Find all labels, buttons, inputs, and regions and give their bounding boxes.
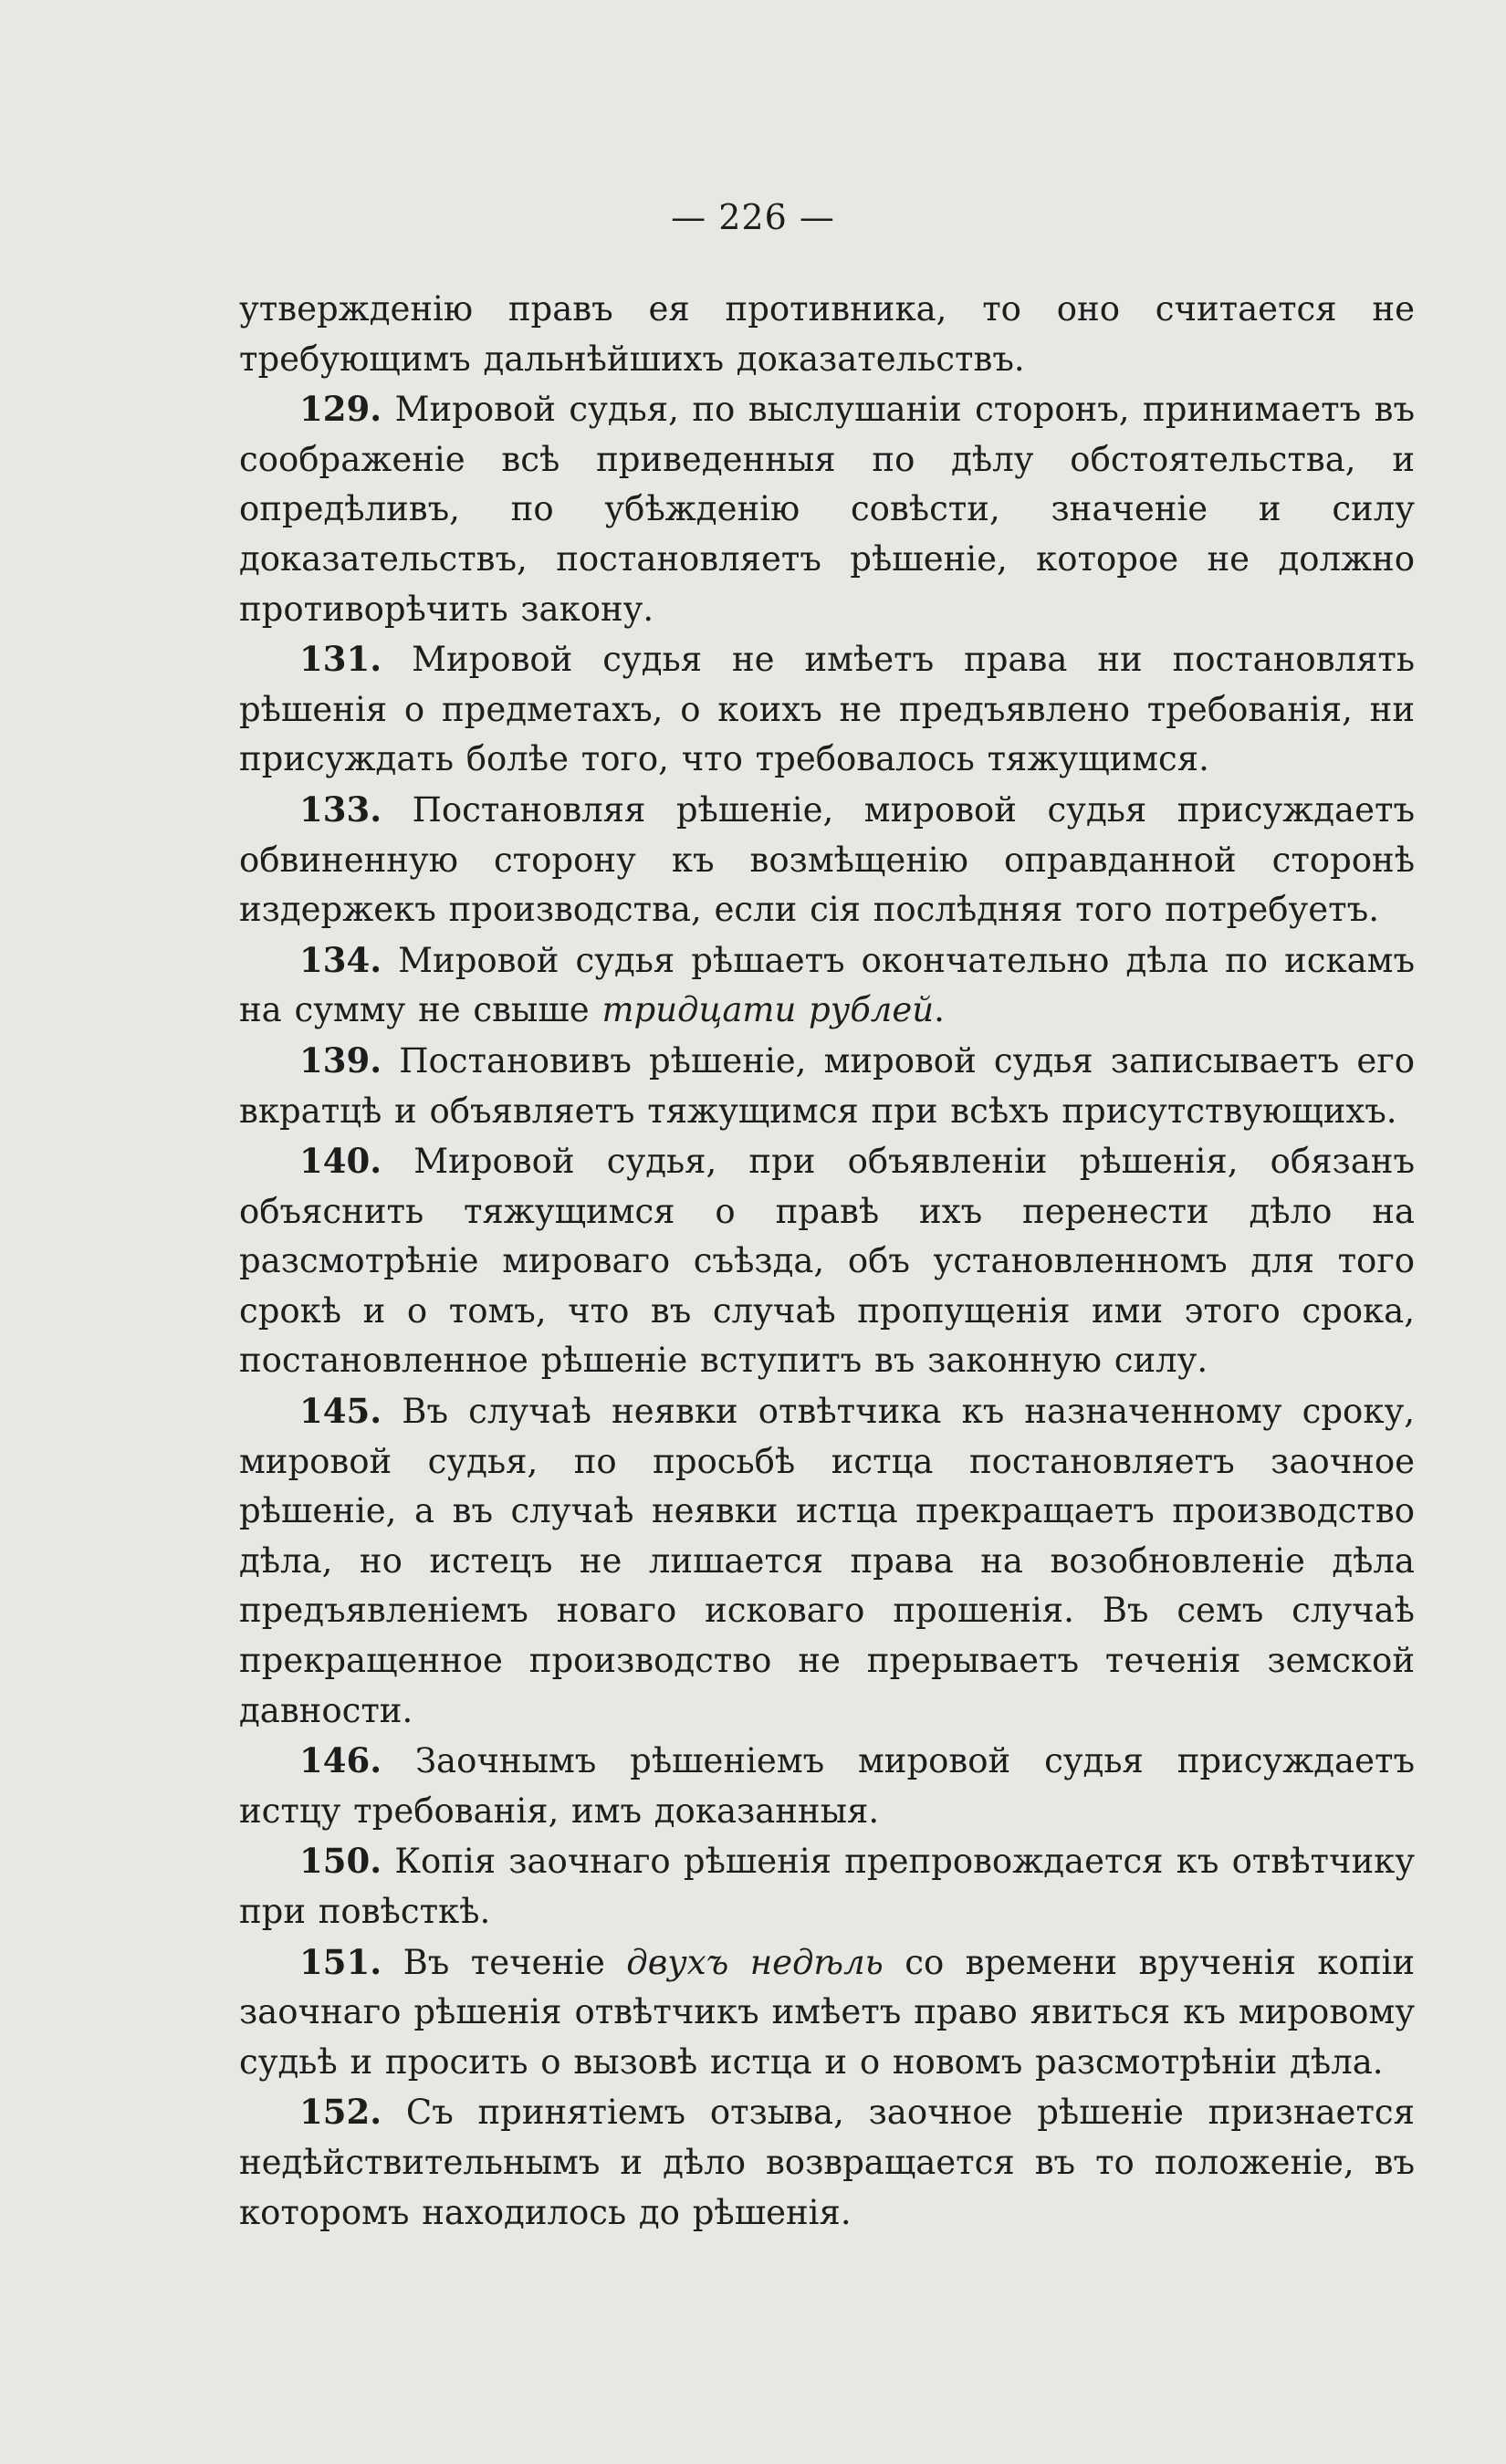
article-150 xyxy=(239,1836,1415,1937)
article-number: 146. xyxy=(299,1740,382,1781)
article-text: Мировой судья рѣшаетъ окончательно дѣла по искамъ на сумму не свыше xyxy=(239,940,1415,1030)
article-text: Мировой судья, при объявленіи рѣшенія, обязанъ объяснить тяжущимся о правѣ ихъ перенести дѣло на разсмотрѣніе мироваго съѣзда, объ установленномъ для того срокѣ и о томъ, что въ случаѣ пропущенія ими этого срока, постановленное рѣшеніе вступитъ въ законную силу. xyxy=(239,1142,1415,1381)
article-number: 129. xyxy=(299,389,382,430)
article-number: 139. xyxy=(299,1039,382,1081)
page-body xyxy=(239,285,1415,2238)
article-152 xyxy=(239,2087,1415,2238)
article-text: Копія заочнаго рѣшенія препровождается къ отвѣтчику при повѣсткѣ. xyxy=(239,1842,1415,1931)
article-text: со времени врученія копіи заочнаго рѣшенія отвѣтчикъ имѣетъ право явиться къ мировому судьѣ и просить о вызовѣ истца и о новомъ разсмотрѣніи дѣла. xyxy=(239,1942,1415,2082)
article-134 xyxy=(239,935,1415,1036)
article-133 xyxy=(239,785,1415,935)
article-number: 140. xyxy=(299,1141,382,1182)
article-text: Въ случаѣ неявки отвѣтчика къ назначенному сроку, мировой судья, по просьбѣ истца постановляетъ заочное рѣшеніе, а въ случаѣ неявки истца прекращаетъ производство дѣла, но истецъ не лишается права на возобновленіе дѣла предъявленіемъ новаго исковаго прошенія. Въ семъ случаѣ прекращенное производство не прерываетъ теченія земской давности. xyxy=(239,1392,1415,1730)
article-139 xyxy=(239,1036,1415,1136)
article-text: Постановивъ рѣшеніе, мировой судья записываетъ его вкратцѣ и объявляетъ тяжущимся при всѣхъ присутствующихъ. xyxy=(239,1040,1415,1131)
article-number: 152. xyxy=(299,2092,382,2133)
article-129 xyxy=(239,384,1415,634)
article-text: Заочнымъ рѣшеніемъ мировой судья присуждаетъ истцу требованія, имъ доказанныя. xyxy=(239,1741,1415,1831)
article-text: Съ принятіемъ отзыва, заочное рѣшеніе признается недѣйствительнымъ и дѣло возвращается въ то положеніе, въ которомъ находилось до рѣшенія. xyxy=(239,2093,1415,2232)
article-number: 131. xyxy=(299,639,382,680)
page-number: — 226 — xyxy=(671,197,835,237)
paragraph-continuation xyxy=(239,285,1415,384)
article-number: 150. xyxy=(299,1841,382,1882)
article-number: 134. xyxy=(299,939,382,980)
article-131 xyxy=(239,634,1415,785)
article-text: Мировой судья не имѣетъ права ни постановлять рѣшенія о предметахъ, о коихъ не предъявлено требованія, ни присуждать болѣе того, что требовалось тяжущимся. xyxy=(239,640,1415,779)
article-146 xyxy=(239,1736,1415,1836)
article-145 xyxy=(239,1386,1415,1736)
article-text: Постановляя рѣшеніе, мировой судья присуждаетъ обвиненную сторону къ возмѣщенію оправданной сторонѣ издержекъ производства, если сія послѣдняя того потребуетъ. xyxy=(239,789,1415,930)
article-text: Въ теченіе xyxy=(382,1942,627,1982)
article-text-italic: тридцати рублей xyxy=(601,990,935,1030)
article-text-italic: двухъ недѣль xyxy=(626,1942,884,1982)
article-text: Мировой судья, по выслушаніи сторонъ, принимаетъ въ соображеніе всѣ приведенныя по дѣлу обстоятельства, и опредѣливъ, по убѣжденію совѣсти, значеніе и силу доказательствъ, постановляетъ рѣшеніе, которое не должно противорѣчить закону. xyxy=(239,390,1415,629)
article-number: 133. xyxy=(299,788,382,830)
article-number: 151. xyxy=(299,1941,382,1982)
paragraph-text: утвержденію правъ ея противника, то оно считается не требующимъ дальнѣйшихъ доказательствъ. xyxy=(239,289,1415,379)
article-140 xyxy=(239,1136,1415,1386)
article-number: 145. xyxy=(299,1391,382,1432)
article-text: . xyxy=(934,990,945,1030)
article-151 xyxy=(239,1937,1415,2088)
